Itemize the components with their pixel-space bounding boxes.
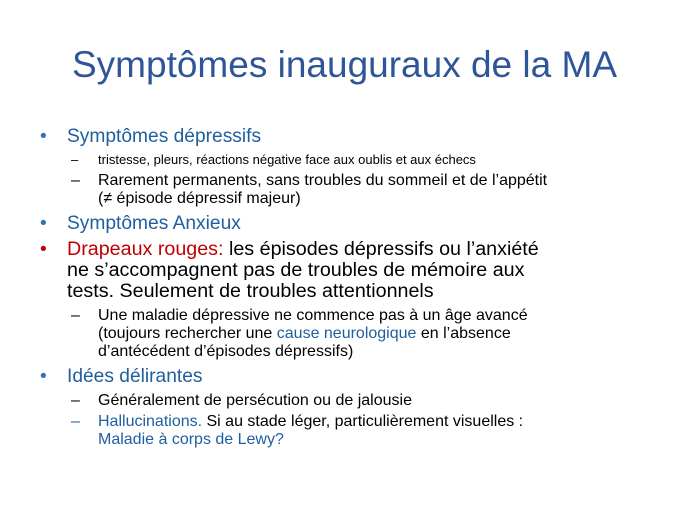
bullet-line: ne s’accompagnent pas de troubles de mémoire aux (67, 259, 525, 281)
bullet-item-anxious (40, 213, 680, 234)
bullet-line: tests. Seulement de troubles attentionnels (67, 280, 434, 302)
bullet-icon: • (40, 126, 47, 147)
red-flag-label: Drapeaux rouges: (67, 238, 224, 260)
bullet-line (67, 239, 680, 260)
bullet-text: les épisodes dépressifs ou l’anxiété (223, 238, 539, 260)
slide-title: Symptômes inauguraux de la MA (72, 44, 617, 85)
bullet-item-red-flags (40, 239, 680, 302)
sub-item-line (98, 325, 680, 343)
sub-item-text: tristesse, pleurs, réactions négative face aux oublis et aux échecs (98, 152, 476, 167)
dash-icon: – (71, 172, 80, 189)
bullet-text: Symptômes Anxieux (67, 213, 241, 234)
slide-content (40, 126, 680, 449)
sub-item-line (98, 413, 680, 431)
bullet-text: Symptômes dépressifs (67, 126, 262, 147)
highlight-text: Hallucinations. (98, 413, 203, 430)
bullet-item-depressive (40, 126, 680, 147)
sub-item (40, 151, 680, 169)
sub-item-line: d’antécédent d’épisodes dépressifs) (98, 343, 354, 360)
sub-item-text: en l’absence (416, 325, 511, 342)
bullet-item-delusions (40, 366, 680, 387)
bullet-icon: • (40, 213, 47, 234)
sub-item-text: Si au stade léger, particulièrement visuelles : (202, 413, 524, 430)
sub-item-line: Rarement permanents, sans troubles du sommeil et de l’appétit (98, 172, 548, 189)
sub-item-text: Généralement de persécution ou de jalousie (98, 392, 412, 409)
dash-icon: – (71, 152, 79, 167)
dash-icon: – (71, 413, 80, 430)
highlight-text: cause neurologique (276, 325, 417, 342)
bullet-icon: • (40, 239, 47, 260)
sub-item (40, 392, 680, 410)
sub-item (40, 172, 680, 208)
dash-icon: – (71, 307, 80, 324)
sub-item-line: Maladie à corps de Lewy? (98, 431, 284, 448)
dash-icon: – (71, 392, 80, 409)
bullet-text: Idées délirantes (67, 366, 203, 387)
sub-item-line: Une maladie dépressive ne commence pas à un âge avancé (98, 307, 528, 324)
sub-item (40, 413, 680, 449)
sub-item-text: (toujours rechercher une (98, 325, 277, 342)
sub-item-line: (≠ épisode dépressif majeur) (98, 190, 301, 207)
bullet-icon: • (40, 366, 47, 387)
sub-item (40, 307, 680, 361)
